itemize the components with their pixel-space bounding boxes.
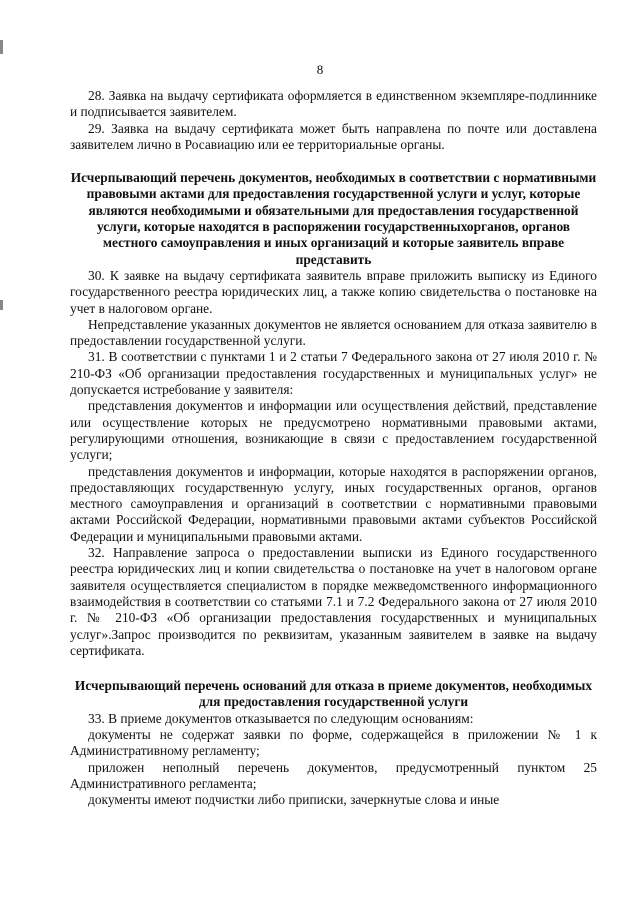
- section-heading-refusal-grounds: Исчерпывающий перечень оснований для отказа в приеме документов, необходимых для предоставления государственной услуги: [74, 678, 593, 710]
- paragraph-29: 29. Заявка на выдачу сертификата может быть направлена по почте или доставлена заявителем лично в Росавиацию или ее территориальные органы.: [70, 120, 597, 152]
- document-body: [70, 88, 597, 808]
- paragraph-31: 31. В соответствии с пунктами 1 и 2 статьи 7 Федерального закона от 27 июля 2010 г. № 210-ФЗ «Об организации предоставления государственных и муниципальных услуг» не допускается истребование у заявителя:: [70, 349, 597, 398]
- section-heading-documents-list: Исчерпывающий перечень документов, необходимых в соответствии с нормативными правовыми актами для предоставления государственной услуги и услуг, которые являются необходимыми и обязательными для предоставления государственной услуги, которые находятся в распоряжении государственныхорганов, органов местного самоуправления и иных организаций и которые заявитель вправе представить: [70, 170, 597, 267]
- page-number: 8: [316, 62, 324, 77]
- paragraph-33-item-2: приложен неполный перечень документов, предусмотренный пунктом 25 Административного регламента;: [70, 759, 597, 791]
- paragraph-31-item-1: представления документов и информации или осуществления действий, представление или осуществление которых не предусмотрено нормативными правовыми актами, регулирующими отношения, возникающие в связи с предоставлением государственной услуги;: [70, 398, 597, 463]
- scan-edge-mark: [0, 300, 3, 310]
- paragraph-30: 30. К заявке на выдачу сертификата заявитель вправе приложить выписку из Единого государственного реестра юридических лиц, а также копию свидетельства о постановке на учет в налоговом органе.: [70, 267, 597, 316]
- paragraph-33: 33. В приеме документов отказывается по следующим основаниям:: [88, 710, 474, 726]
- paragraph-33-item-1: документы не содержат заявки по форме, содержащейся в приложении № 1 к Административному регламенту;: [70, 726, 597, 759]
- paragraph-33-item-3: документы имеют подчистки либо приписки, зачеркнутые слова и иные: [88, 792, 500, 808]
- scan-edge-mark: [0, 40, 3, 54]
- paragraph-28: 28. Заявка на выдачу сертификата оформляется в единственном экземпляре-подлиннике и подписывается заявителем.: [70, 88, 597, 120]
- paragraph-31-item-2: представления документов и информации, которые находятся в распоряжении органов, предоставляющих государственную услугу, иных государственных органов, органов местного самоуправления и организаций в соответствии с нормативными правовыми актами Российской Федерации, нормативными правовыми актами субъектов Российской Федерации и муниципальными правовыми актами.: [70, 463, 597, 544]
- paragraph-32: 32. Направление запроса о предоставлении выписки из Единого государственного реестра юридических лиц и копии свидетельства о постановке на учет в налоговом органе заявителя осуществляется специалистом в порядке межведомственного информационного взаимодействия в соответствии со статьями 7.1 и 7.2 Федерального закона от 27 июля 2010 г. № 210-ФЗ «Об организации предоставления государственных и муниципальных услуг».Запрос производится по реквизитам, указанным заявителем в заявке на выдачу сертификата.: [70, 545, 597, 658]
- paragraph-non-submission: Непредставление указанных документов не является основанием для отказа заявителю в предоставлении государственной услуги.: [70, 316, 597, 349]
